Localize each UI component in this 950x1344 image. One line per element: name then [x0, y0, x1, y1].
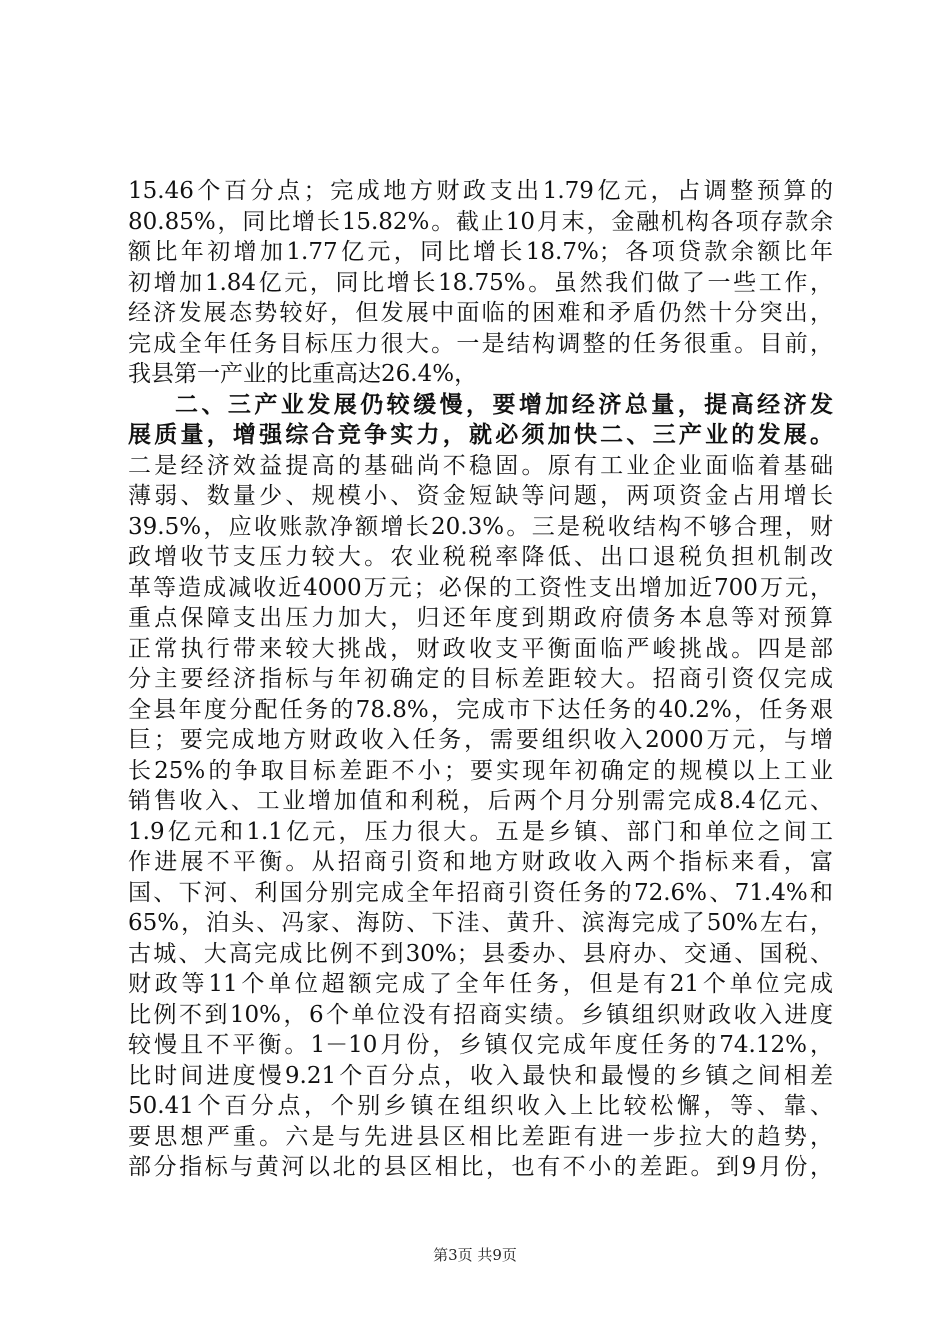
text-line: 65%，泊头、冯家、海防、下洼、黄升、滨海完成了50%左右，: [128, 910, 833, 936]
text-line: 销售收入、工业增加值和利税，后两个月分别需完成8.4亿元、: [128, 788, 833, 814]
text-line: 部分指标与黄河以北的县区相比，也有不小的差距。到9月份，: [128, 1154, 833, 1180]
bold-text-line: 展质量，增强综合竞争实力，就必须加快二、三产业的发展。: [128, 421, 833, 448]
text-line: 完成全年任务目标压力很大。一是结构调整的任务很重。目前，: [128, 330, 833, 357]
bold-text-line: 二、三产业发展仍较缓慢，要增加经济总量，提高经济发: [175, 390, 833, 418]
text-line: 经济发展态势较好，但发展中面临的困难和矛盾仍然十分突出，: [128, 300, 833, 326]
text-line: 分主要经济指标与年初确定的目标差距较大。招商引资仅完成: [128, 666, 833, 692]
text-line: 额比年初增加1.77亿元，同比增长18.7%；各项贷款余额比年: [128, 239, 833, 265]
text-line: 政增收节支压力较大。农业税税率降低、出口退税负担机制改: [128, 544, 833, 570]
text-line: 二是经济效益提高的基础尚不稳固。原有工业企业面临着基础: [128, 452, 833, 479]
text-line: 39.5%，应收账款净额增长20.3%。三是税收结构不够合理，财: [128, 513, 833, 540]
text-line: 财政等11个单位超额完成了全年任务，但是有21个单位完成: [128, 971, 833, 997]
text-line: 重点保障支出压力加大，归还年度到期政府债务本息等对预算: [128, 605, 833, 631]
text-line: 较慢且不平衡。1－10月份，乡镇仅完成年度任务的74.12%，: [128, 1032, 833, 1058]
text-line: 作进展不平衡。从招商引资和地方财政收入两个指标来看，富: [128, 849, 833, 875]
text-line: 比时间进度慢9.21个百分点，收入最快和最慢的乡镇之间相差: [128, 1062, 833, 1089]
text-line: 50.41个百分点，个别乡镇在组织收入上比较松懈，等、靠、: [128, 1093, 833, 1119]
page-number-footer: 第3页 共9页: [433, 1246, 517, 1264]
text-line: 国、下河、利国分别完成全年招商引资任务的72.6%、71.4%和: [128, 879, 833, 906]
text-line: 长25%的争取目标差距不小；要实现年初确定的规模以上工业: [128, 757, 833, 784]
text-line: 初增加1.84亿元，同比增长18.75%。虽然我们做了一些工作，: [128, 269, 833, 296]
text-line: 薄弱、数量少、规模小、资金短缺等问题，两项资金占用增长: [128, 483, 833, 509]
text-line: 古城、大高完成比例不到30%；县委办、县府办、交通、国税、: [128, 940, 833, 967]
text-line: 要思想严重。六是与先进县区相比差距有进一步拉大的趋势，: [128, 1123, 833, 1150]
text-line: 全县年度分配任务的78.8%，完成市下达任务的40.2%，任务艰: [128, 696, 833, 723]
text-line: 正常执行带来较大挑战，财政收支平衡面临严峻挑战。四是部: [128, 635, 833, 662]
text-line: 革等造成减收近4000万元；必保的工资性支出增加近700万元，: [128, 574, 833, 601]
text-line: 比例不到10%，6个单位没有招商实绩。乡镇组织财政收入进度: [128, 1001, 833, 1028]
text-line: 15.46个百分点；完成地方财政支出1.79亿元，占调整预算的: [128, 178, 833, 204]
document-body: [128, 176, 833, 1183]
text-line: 巨；要完成地方财政收入任务，需要组织收入2000万元，与增: [128, 727, 833, 753]
text-line: 1.9亿元和1.1亿元，压力很大。五是乡镇、部门和单位之间工: [128, 818, 833, 845]
text-line: 80.85%，同比增长15.82%。截止10月末，金融机构各项存款余: [128, 208, 833, 235]
text-line: 我县第一产业的比重高达26.4%，: [128, 361, 478, 387]
